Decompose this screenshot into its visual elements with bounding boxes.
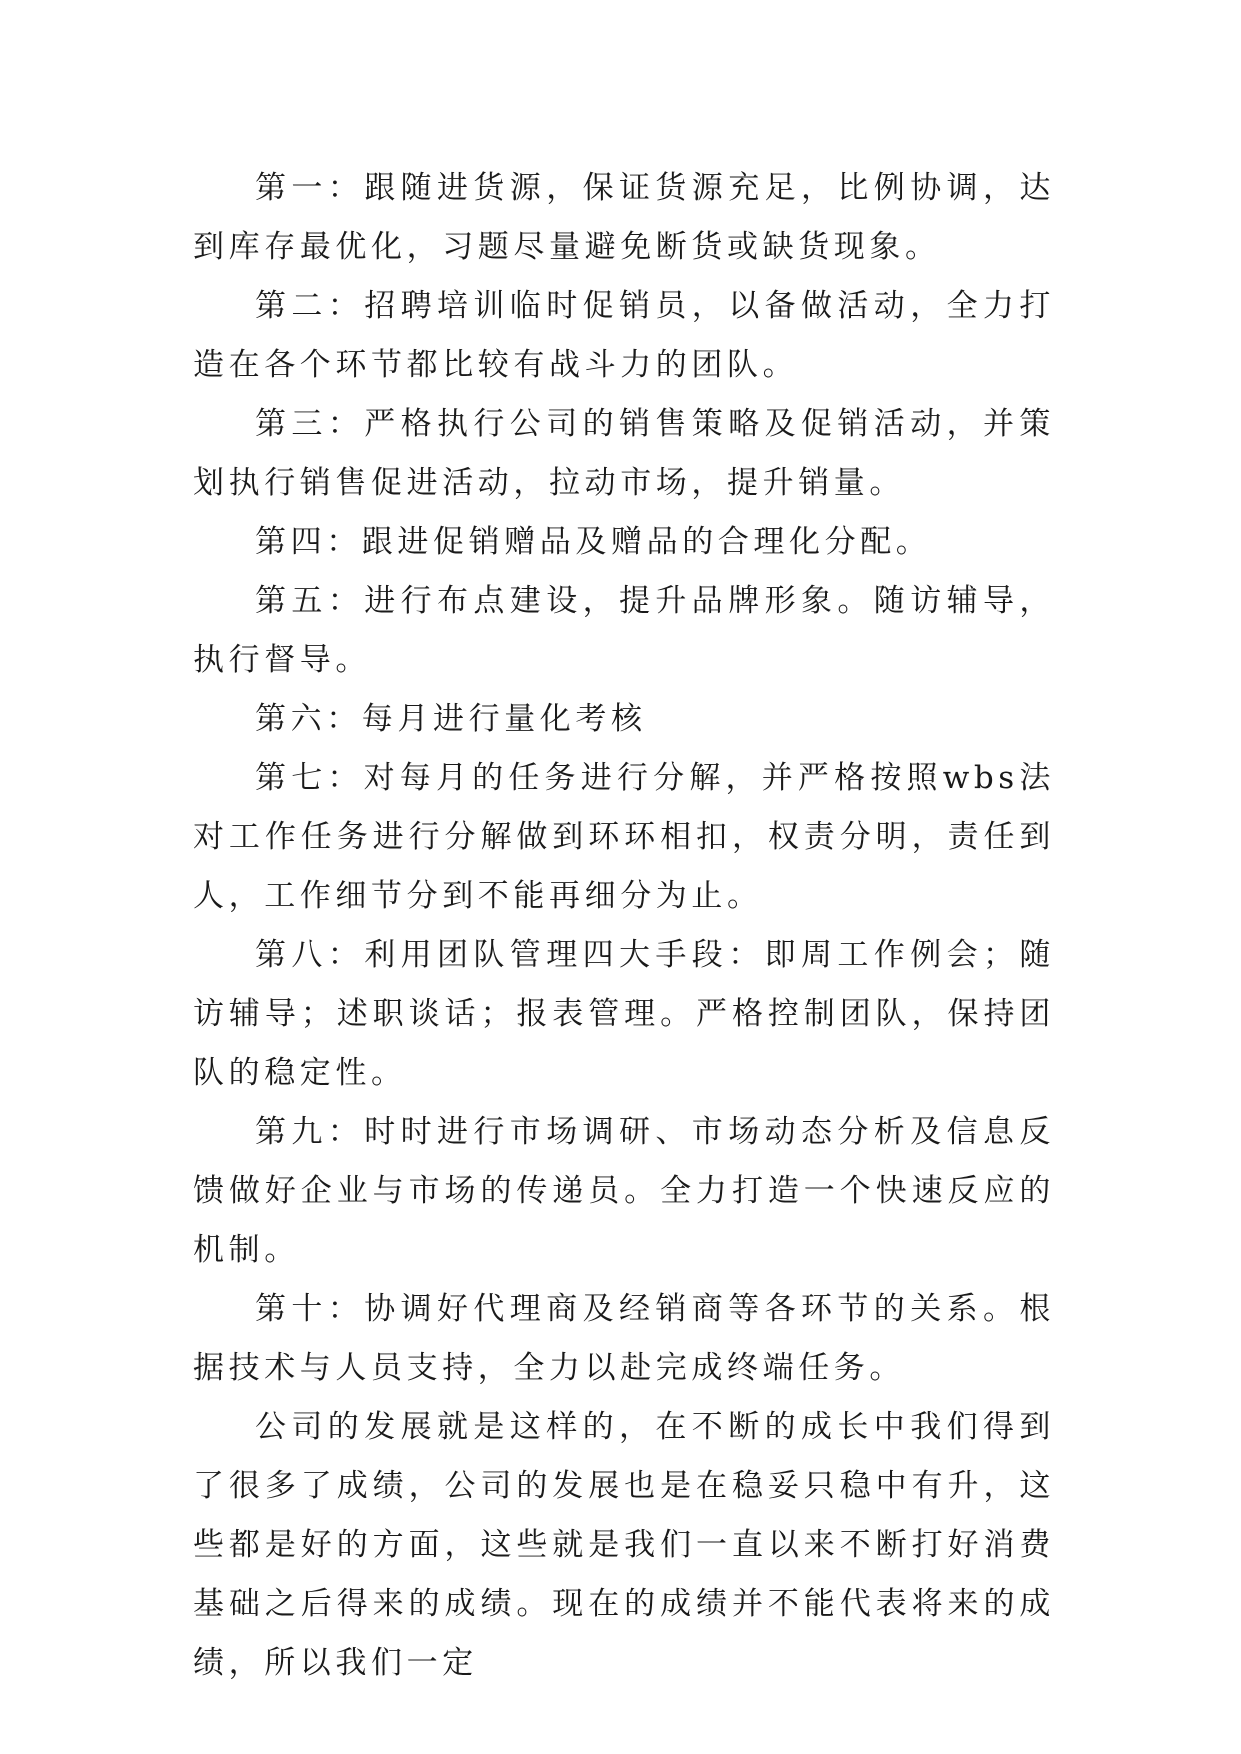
paragraph-3: 第三：严格执行公司的销售策略及促销活动，并策划执行销售促进活动，拉动市场，提升销量。 [193,406,1055,501]
paragraph-10: 第十：协调好代理商及经销商等各环节的关系。根据技术与人员支持，全力以赴完成终端任务。 [193,1291,1055,1386]
paragraph-2: 第二：招聘培训临时促销员，以备做活动，全力打造在各个环节都比较有战斗力的团队。 [193,288,1055,383]
paragraph-8: 第八：利用团队管理四大手段：即周工作例会；随访辅导；述职谈话；报表管理。严格控制团队，保持团队的稳定性。 [193,937,1055,1091]
paragraph-7: 第七：对每月的任务进行分解，并严格按照wbs法对工作任务进行分解做到环环相扣，权责分明，责任到人，工作细节分到不能再细分为止。 [193,760,1055,914]
paragraph-11: 公司的发展就是这样的，在不断的成长中我们得到了很多了成绩，公司的发展也是在稳妥只稳中有升，这些都是好的方面，这些就是我们一直以来不断打好消费基础之后得来的成绩。现在的成绩并不能代表将来的成绩，所以我们一定 [193,1409,1055,1681]
paragraph-1: 第一：跟随进货源，保证货源充足，比例协调，达到库存最优化，习题尽量避免断货或缺货现象。 [193,170,1055,265]
document-body [193,159,1055,1693]
paragraph-4: 第四：跟进促销赠品及赠品的合理化分配。 [255,524,932,560]
paragraph-5: 第五：进行布点建设，提升品牌形象。随访辅导，执行督导。 [193,583,1055,678]
paragraph-6: 第六：每月进行量化考核 [255,701,647,737]
paragraph-9: 第九：时时进行市场调研、市场动态分析及信息反馈做好企业与市场的传递员。全力打造一个快速反应的机制。 [193,1114,1055,1268]
